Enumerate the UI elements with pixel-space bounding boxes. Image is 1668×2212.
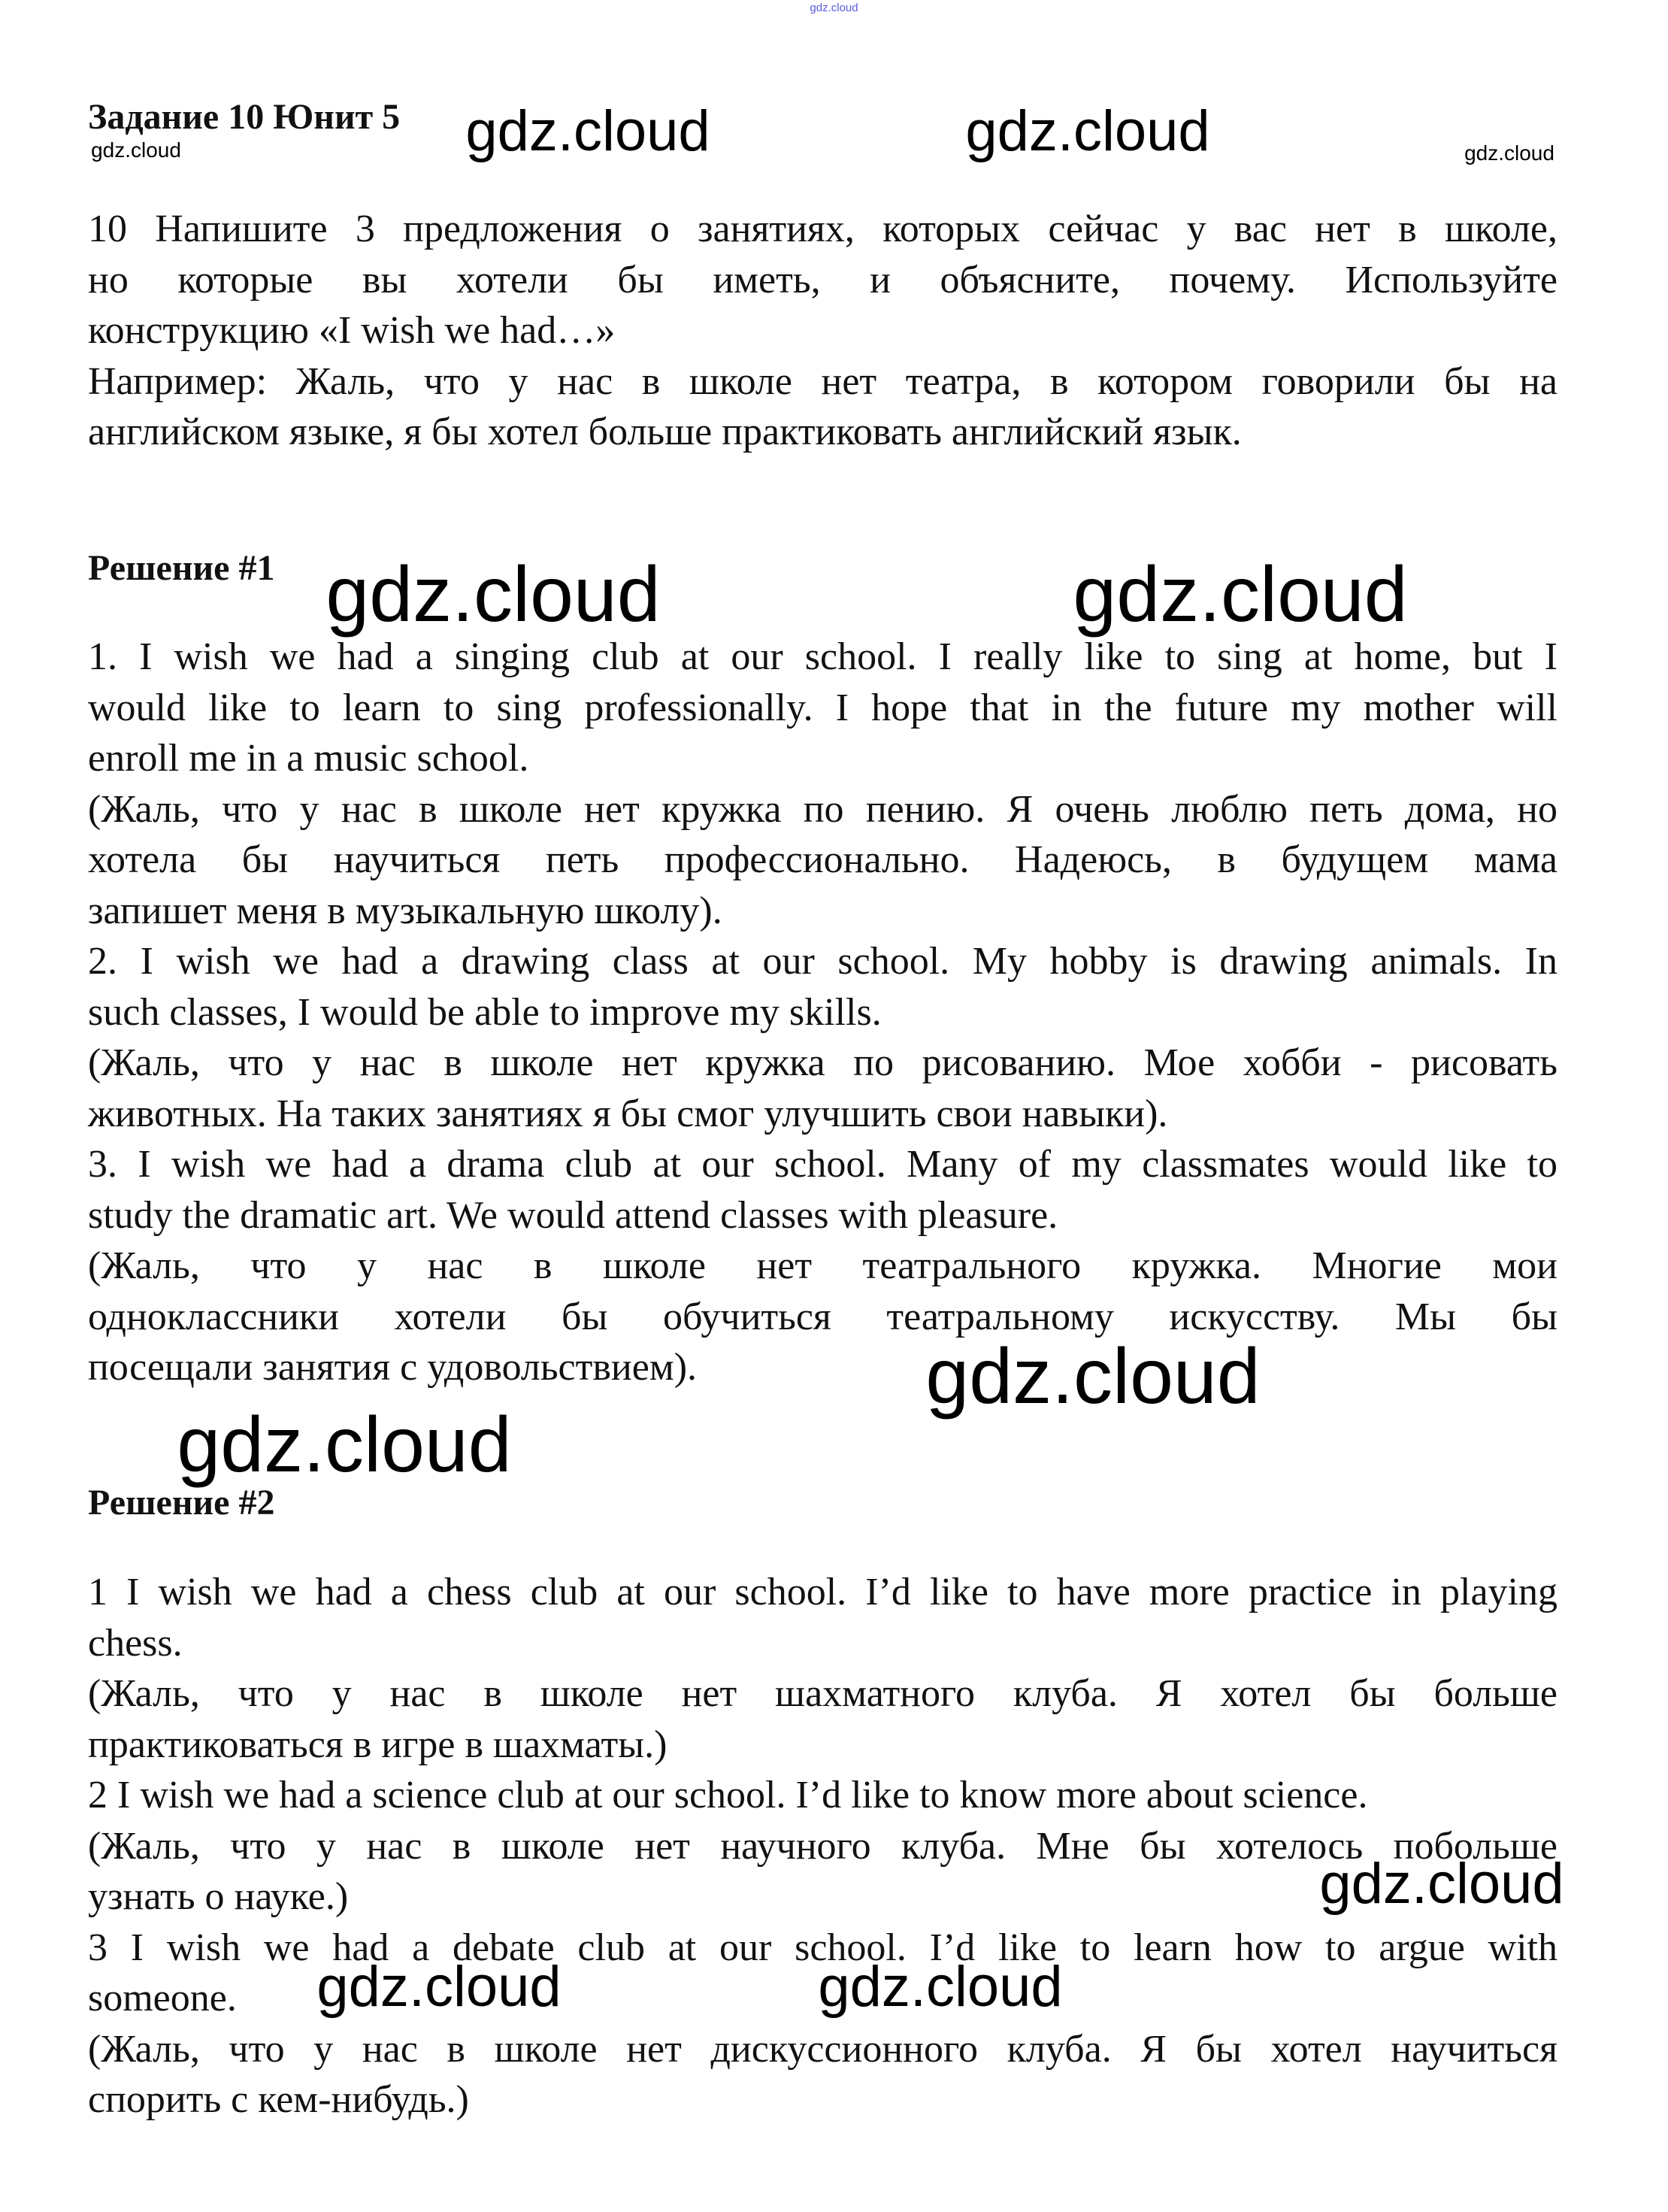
text-line: (Жаль, что у нас в школе нет кружка по пению. Я очень люблю петь дома, но — [88, 787, 1558, 831]
text-line: 2. I wish we had a drawing class at our school. My hobby is drawing animals. In — [88, 940, 1558, 983]
watermark: gdz.cloud — [925, 1333, 1261, 1420]
text-line: would like to learn to sing professionally. I hope that in the future my mother will — [88, 686, 1558, 729]
watermark: gdz.cloud — [177, 1401, 512, 1489]
text-line: (Жаль, что у нас в школе нет кружка по рисованию. Мое хобби - рисовать — [88, 1041, 1558, 1084]
solution-2-text — [88, 1567, 1558, 2126]
watermark: gdz.cloud — [965, 99, 1210, 163]
text-line: study the dramatic art. We would attend classes with pleasure. — [88, 1193, 1058, 1237]
solution-1-text — [88, 632, 1558, 1393]
text-line: но которые вы хотели бы иметь, и объясните, почему. Используйте — [88, 258, 1558, 301]
text-line: хотела бы научиться петь профессионально. Надеюсь, в будущем мама — [88, 838, 1558, 881]
text-line: (Жаль, что у нас в школе нет научного клуба. Мне бы хотелось побольше — [88, 1824, 1558, 1868]
watermark: gdz.cloud — [1464, 141, 1554, 165]
text-line: 1. I wish we had a singing club at our school. I really like to sing at home, but I — [88, 635, 1558, 678]
text-line: английском языке, я бы хотел больше практиковать английский язык. — [88, 411, 1242, 453]
watermark: gdz.cloud — [91, 138, 181, 162]
watermark: gdz.cloud — [465, 99, 710, 163]
text-line: посещали занятия с удовольствием). — [88, 1346, 698, 1389]
text-line: 10 Напишите 3 предложения о занятиях, которых сейчас у вас нет в школе, — [88, 208, 1558, 250]
text-line: someone. — [88, 1977, 237, 2020]
text-line: (Жаль, что у нас в школе нет шахматного клуба. Я хотел бы больше — [88, 1672, 1558, 1715]
watermark: gdz.cloud — [1319, 1852, 1564, 1916]
page-title: Задание 10 Юнит 5 — [88, 97, 401, 137]
watermark: gdz.cloud — [316, 1955, 562, 2019]
text-line: (Жаль, что у нас в школе нет дискуссионного клуба. Я бы хотел научиться — [88, 2027, 1558, 2071]
top-link[interactable]: gdz.cloud — [810, 2, 858, 14]
solution-1-heading: Решение #1 — [88, 548, 275, 588]
text-line: практиковаться в игре в шахматы.) — [88, 1723, 668, 1766]
task-text — [88, 204, 1558, 458]
text-line: 2 I wish we had a science club at our school. I’d like to know more about science. — [88, 1774, 1368, 1817]
text-line: (Жаль, что у нас в школе нет театрального кружка. Многие мои — [88, 1244, 1558, 1287]
text-line: 1 I wish we had a chess club at our school. I’d like to have more practice in playing — [88, 1571, 1558, 1614]
text-line: Например: Жаль, что у нас в школе нет театра, в котором говорили бы на — [88, 359, 1558, 403]
text-line: 3 I wish we had a debate club at our school. I’d like to learn how to argue with — [88, 1926, 1558, 1969]
watermark: gdz.cloud — [325, 551, 661, 638]
text-line: узнать о науке.) — [88, 1875, 349, 1918]
watermark: gdz.cloud — [1073, 551, 1408, 638]
text-line: одноклассники хотели бы обучиться театральному искусству. Мы бы — [88, 1295, 1558, 1338]
solution-2-heading: Решение #2 — [88, 1483, 275, 1523]
text-line: спорить с кем-нибудь.) — [88, 2078, 469, 2121]
text-line: such classes, I would be able to improve my skills. — [88, 990, 882, 1034]
text-line: животных. На таких занятиях я бы смог улучшить свои навыки). — [88, 1092, 1168, 1135]
text-line: запишет меня в музыкальную школу). — [88, 889, 722, 932]
text-line: 3. I wish we had a drama club at our school. Many of my classmates would like to — [88, 1143, 1558, 1186]
text-line: chess. — [88, 1621, 183, 1665]
watermark: gdz.cloud — [818, 1955, 1063, 2019]
text-line: конструкцию «I wish we had…» — [88, 309, 616, 352]
text-line: enroll me in a music school. — [88, 737, 529, 780]
